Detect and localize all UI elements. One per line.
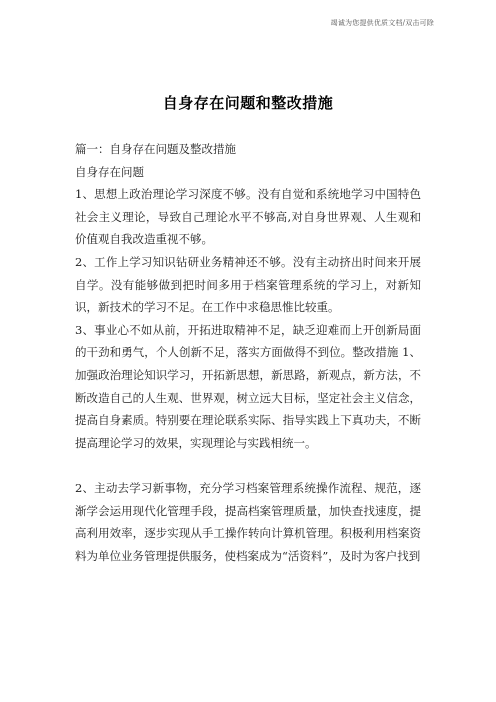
- header-note: 竭诚为您提供优质文档/双击可除: [330, 19, 434, 27]
- paragraph-3: 3、事业心不如从前，开拓进取精神不足，缺乏迎难而上开创新局面的干劲和勇气，个人创新不足，落实方面做得不到位。整改措施 1、加强政治理论知识学习，开拓新思想，新思路，新观点，新方法，不断改造自己的人生观、世界观，树立远大目标，坚定社会主义信念，提高自身素质。特别要在理论联系实际、指导实践上下真功夫，不断提高理论学习的效果，实现理论与实践相统一。: [75, 322, 421, 450]
- section-heading: 篇一：自身存在问题及整改措施: [75, 142, 236, 156]
- subheading: 自身存在问题: [75, 164, 144, 179]
- paragraph-gap: [75, 454, 421, 477]
- document-body: [75, 138, 421, 567]
- paragraph-1: 1、思想上政治理论学习深度不够。没有自觉和系统地学习中国特色社会主义理论，导致自己理论水平不够高,对自身世界观、人生观和价值观自我改造重视不够。: [75, 187, 421, 247]
- paragraph-4: 2、主动去学习新事物，充分学习档案管理系统操作流程、规范，逐渐学会运用现代化管理手段，提高档案管理质量，加快查找速度，提高利用效率，逐步实现从手工操作转向计算机管理。积极利用档案资料为单位业务管理提供服务，使档案成为“活资料”，及时为客户找到: [75, 480, 421, 563]
- paragraph-2: 2、工作上学习知识钻研业务精神还不够。没有主动挤出时间来开展自学。没有能够做到把时间多用于档案管理系统的学习上，对新知识，新技术的学习不足。在工作中求稳思惟比较重。: [75, 254, 421, 315]
- document-title: 自身存在问题和整改措施: [162, 94, 334, 112]
